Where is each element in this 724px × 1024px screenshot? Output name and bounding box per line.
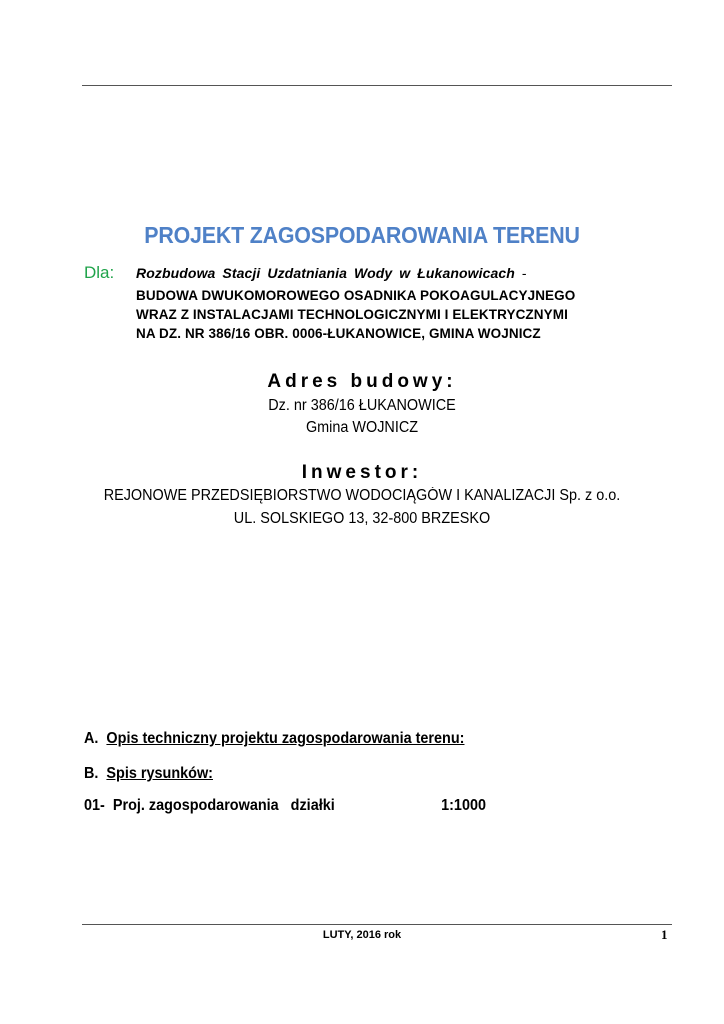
- page-number: 1: [661, 927, 668, 942]
- contents-item-a: [84, 730, 464, 748]
- page-title: PROJEKT ZAGOSPODAROWANIA TERENU: [144, 222, 580, 248]
- contents-item-b: [84, 765, 213, 783]
- dla-project-name-text: Rozbudowa Stacji Uzdatniania Wody w Łukanowicach: [136, 265, 515, 281]
- contents-item-b-marker: B.: [84, 765, 99, 782]
- drawing-title: Proj. zagospodarowania działki: [112, 797, 335, 814]
- adres-line-2: Gmina WOJNICZ: [305, 419, 419, 436]
- dla-dash: -: [521, 265, 527, 281]
- contents-item-a-text: Opis techniczny projektu zagospodarowania terenu:: [106, 730, 465, 747]
- contents-item-a-marker: A.: [84, 730, 99, 747]
- inwestor-line-1: REJONOWE PRZEDSIĘBIORSTWO WODOCIĄGÓW I KANALIZACJI Sp. z o.o.: [103, 487, 621, 504]
- contents-item-b-text: Spis rysunków:: [106, 765, 213, 782]
- footer-date: LUTY, 2016 rok: [322, 929, 402, 941]
- drawing-list-item: [84, 797, 487, 815]
- dla-description-line-2: BUDOWA DWUKOMOROWEGO OSADNIKA POKOAGULACYJNEGO: [136, 288, 576, 303]
- drawing-number: 01-: [84, 797, 105, 814]
- inwestor-line-2: UL. SOLSKIEGO 13, 32-800 BRZESKO: [233, 510, 491, 527]
- dla-project-name: [136, 265, 527, 281]
- top-rule: [82, 85, 672, 86]
- adres-line-1: Dz. nr 386/16 ŁUKANOWICE: [268, 397, 456, 414]
- bottom-rule: [82, 924, 672, 925]
- inwestor-heading: Inwestor:: [301, 462, 423, 483]
- drawing-scale: 1:1000: [441, 797, 487, 814]
- dla-description-line-3: WRAZ Z INSTALACJAMI TECHNOLOGICZNYMI I ELEKTRYCZNYMI: [136, 307, 568, 322]
- adres-heading: Adres budowy:: [267, 371, 457, 392]
- dla-label: Dla:: [84, 263, 115, 282]
- dla-description-line-4: NA DZ. NR 386/16 OBR. 0006-ŁUKANOWICE, GMINA WOJNICZ: [136, 326, 541, 341]
